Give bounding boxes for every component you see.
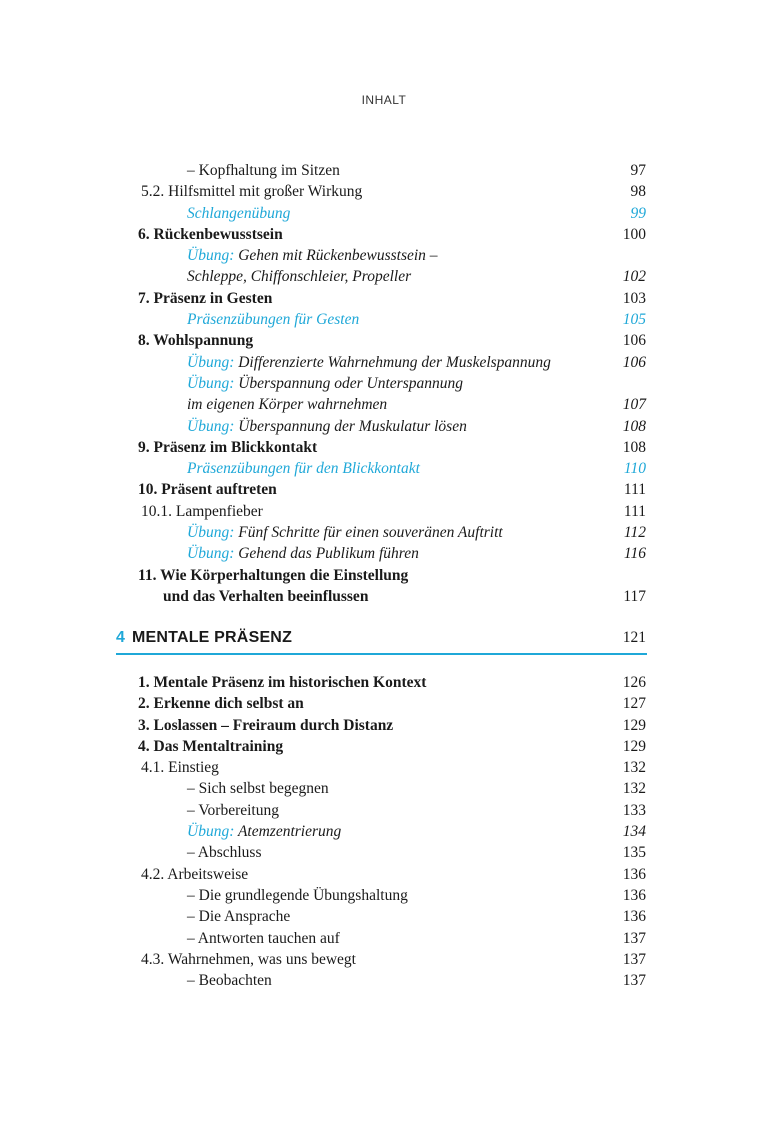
toc-entry-page: 132 bbox=[622, 759, 646, 777]
toc-entry-page: 133 bbox=[622, 801, 646, 819]
toc-section-chapter-4 bbox=[0, 672, 768, 991]
toc-entry-title: – Beobachten bbox=[187, 972, 272, 990]
exercise-label: Übung: bbox=[187, 374, 235, 392]
toc-entry-page: 127 bbox=[622, 695, 646, 713]
toc-entry-title: 4.1. Einstieg bbox=[141, 759, 219, 777]
toc-entry-page: 112 bbox=[623, 524, 646, 542]
toc-entry bbox=[0, 394, 768, 415]
toc-entry-title: – Die grundlegende Übungshaltung bbox=[187, 886, 408, 904]
toc-entry-title bbox=[187, 821, 341, 842]
toc-entry-page: 135 bbox=[622, 844, 646, 862]
toc-entry-title: 4. Das Mentaltraining bbox=[138, 737, 284, 755]
toc-entry-page: 98 bbox=[630, 183, 646, 201]
toc-entry bbox=[0, 330, 768, 351]
exercise-title: Fünf Schritte für einen souveränen Auftritt bbox=[234, 524, 503, 542]
toc-entry bbox=[0, 181, 768, 202]
toc-entry-title: im eigenen Körper wahrnehmen bbox=[187, 396, 388, 414]
toc-entry-title: 5.2. Hilfsmittel mit großer Wirkung bbox=[141, 183, 363, 201]
toc-entry-title: 7. Präsenz in Gesten bbox=[138, 289, 273, 307]
toc-entry bbox=[0, 160, 768, 181]
toc-entry-title: 8. Wohlspannung bbox=[138, 332, 254, 350]
toc-entry bbox=[0, 309, 768, 330]
toc-entry-title: 4.3. Wahrnehmen, was uns bewegt bbox=[141, 950, 356, 968]
exercise-title: Überspannung der Muskulatur lösen bbox=[234, 417, 467, 435]
toc-entry-title: und das Verhalten beeinflussen bbox=[163, 587, 369, 605]
toc-entry-page: 99 bbox=[630, 204, 646, 222]
toc-entry bbox=[0, 821, 768, 842]
toc-entry-page: 137 bbox=[622, 950, 646, 968]
toc-entry bbox=[0, 757, 768, 778]
toc-entry-title: 4.2. Arbeitsweise bbox=[141, 865, 249, 883]
exercise-label: Übung: bbox=[187, 524, 235, 542]
toc-entry-title bbox=[187, 543, 419, 564]
toc-entry-page: 97 bbox=[630, 162, 646, 179]
toc-entry-title: Schlangenübung bbox=[187, 204, 291, 222]
toc-entry bbox=[0, 266, 768, 287]
toc-entry-title: 11. Wie Körperhaltungen die Einstellung bbox=[138, 566, 409, 584]
toc-entry bbox=[0, 352, 768, 373]
toc-entry bbox=[0, 693, 768, 714]
toc-entry bbox=[0, 842, 768, 863]
exercise-title: Gehend das Publikum führen bbox=[234, 545, 419, 563]
toc-entry bbox=[0, 586, 768, 607]
toc-entry-page: 111 bbox=[623, 502, 646, 520]
toc-entry bbox=[0, 970, 768, 991]
toc-entry bbox=[0, 522, 768, 543]
toc-entry-title: 1. Mentale Präsenz im historischen Kontext bbox=[138, 674, 427, 691]
toc-entry-page: 106 bbox=[622, 353, 646, 371]
toc-entry-title: 3. Loslassen – Freiraum durch Distanz bbox=[138, 716, 394, 734]
toc-entry bbox=[0, 885, 768, 906]
toc-entry-page: 134 bbox=[622, 823, 646, 841]
toc-entry bbox=[0, 949, 768, 970]
toc-section-continued bbox=[0, 160, 768, 607]
toc-entry-page: 108 bbox=[622, 417, 646, 435]
toc-entry-page: 110 bbox=[623, 460, 646, 478]
toc-entry-page: 136 bbox=[622, 908, 646, 926]
page-header: INHALT bbox=[361, 93, 407, 107]
toc-entry bbox=[0, 543, 768, 564]
toc-entry bbox=[0, 864, 768, 885]
toc-entry-title bbox=[187, 245, 438, 266]
toc-entry bbox=[0, 437, 768, 458]
toc-entry-title: – Kopfhaltung im Sitzen bbox=[187, 162, 340, 179]
toc-entry bbox=[0, 800, 768, 821]
toc-entry-page: 107 bbox=[622, 396, 646, 414]
toc-entry-page: 136 bbox=[622, 886, 646, 904]
toc-entry-page: 132 bbox=[622, 780, 646, 798]
toc-entry-title: – Die Ansprache bbox=[187, 908, 291, 926]
toc-entry bbox=[0, 736, 768, 757]
toc-entry-title bbox=[187, 522, 503, 543]
toc-entry-page: 111 bbox=[623, 481, 646, 499]
exercise-title: Gehen mit Rückenbewusstsein – bbox=[234, 247, 438, 265]
chapter-title: MENTALE PRÄSENZ bbox=[132, 629, 293, 646]
exercise-label: Übung: bbox=[187, 353, 235, 371]
toc-entry bbox=[0, 288, 768, 309]
toc-entry-title: 9. Präsenz im Blickkontakt bbox=[138, 438, 318, 456]
toc-entry-page: 103 bbox=[622, 289, 646, 307]
toc-entry-page: 129 bbox=[622, 737, 646, 755]
exercise-label: Übung: bbox=[187, 417, 235, 435]
exercise-title: Differenzierte Wahrnehmung der Muskelspannung bbox=[234, 353, 551, 371]
toc-entry-page: 108 bbox=[622, 438, 646, 456]
toc-entry-page: 137 bbox=[622, 929, 646, 947]
toc-entry bbox=[0, 245, 768, 266]
exercise-label: Übung: bbox=[187, 247, 235, 265]
toc-entry bbox=[0, 672, 768, 693]
toc-entry bbox=[0, 458, 768, 479]
toc-entry bbox=[0, 778, 768, 799]
toc-entry bbox=[0, 565, 768, 586]
toc-entry-page: 137 bbox=[622, 972, 646, 990]
toc-entry-title: 10.1. Lampenfieber bbox=[141, 502, 263, 520]
toc-entry-title: 2. Erkenne dich selbst an bbox=[138, 695, 304, 713]
chapter-rule bbox=[116, 653, 647, 655]
toc-entry bbox=[0, 479, 768, 500]
toc-entry-page: 116 bbox=[623, 545, 646, 563]
chapter-number: 4 bbox=[116, 629, 125, 646]
toc-entry-page: 102 bbox=[622, 268, 646, 286]
toc-entry-title: Präsenzübungen für den Blickkontakt bbox=[187, 460, 420, 478]
toc-entry-page: 129 bbox=[622, 716, 646, 734]
toc-entry-page: 100 bbox=[622, 225, 646, 243]
exercise-title: Atemzentrierung bbox=[234, 823, 342, 841]
toc-entry-title bbox=[187, 352, 551, 373]
toc-entry-title: – Vorbereitung bbox=[187, 801, 279, 819]
toc-entry bbox=[0, 501, 768, 522]
toc-entry bbox=[0, 715, 768, 736]
toc-entry-title: – Abschluss bbox=[187, 844, 262, 862]
toc-entry-title: 10. Präsent auftreten bbox=[138, 481, 277, 499]
exercise-label: Übung: bbox=[187, 545, 235, 563]
toc-entry-title: Schleppe, Chiffonschleier, Propeller bbox=[187, 268, 412, 286]
toc-entry bbox=[0, 928, 768, 949]
toc-entry-page: 106 bbox=[622, 332, 646, 350]
toc-entry-page: 105 bbox=[622, 311, 646, 329]
chapter-page: 121 bbox=[622, 629, 646, 646]
toc-entry bbox=[0, 203, 768, 224]
toc-entry-title bbox=[187, 416, 467, 437]
toc-entry-page: 136 bbox=[622, 865, 646, 883]
toc-entry-page: 117 bbox=[623, 587, 646, 605]
toc-entry-page: 126 bbox=[622, 674, 646, 691]
toc-entry-title: – Sich selbst begegnen bbox=[187, 780, 329, 798]
toc-entry bbox=[0, 416, 768, 437]
chapter-heading bbox=[0, 627, 768, 653]
toc-entry bbox=[0, 224, 768, 245]
toc-entry bbox=[0, 373, 768, 394]
toc-entry-title: – Antworten tauchen auf bbox=[187, 929, 340, 947]
toc-entry bbox=[0, 906, 768, 927]
toc-entry-title bbox=[187, 373, 463, 394]
exercise-label: Übung: bbox=[187, 823, 235, 841]
exercise-title: Überspannung oder Unterspannung bbox=[234, 374, 463, 392]
toc-entry-title: 6. Rückenbewusstsein bbox=[138, 225, 283, 243]
toc-entry-title: Präsenzübungen für Gesten bbox=[187, 311, 360, 329]
